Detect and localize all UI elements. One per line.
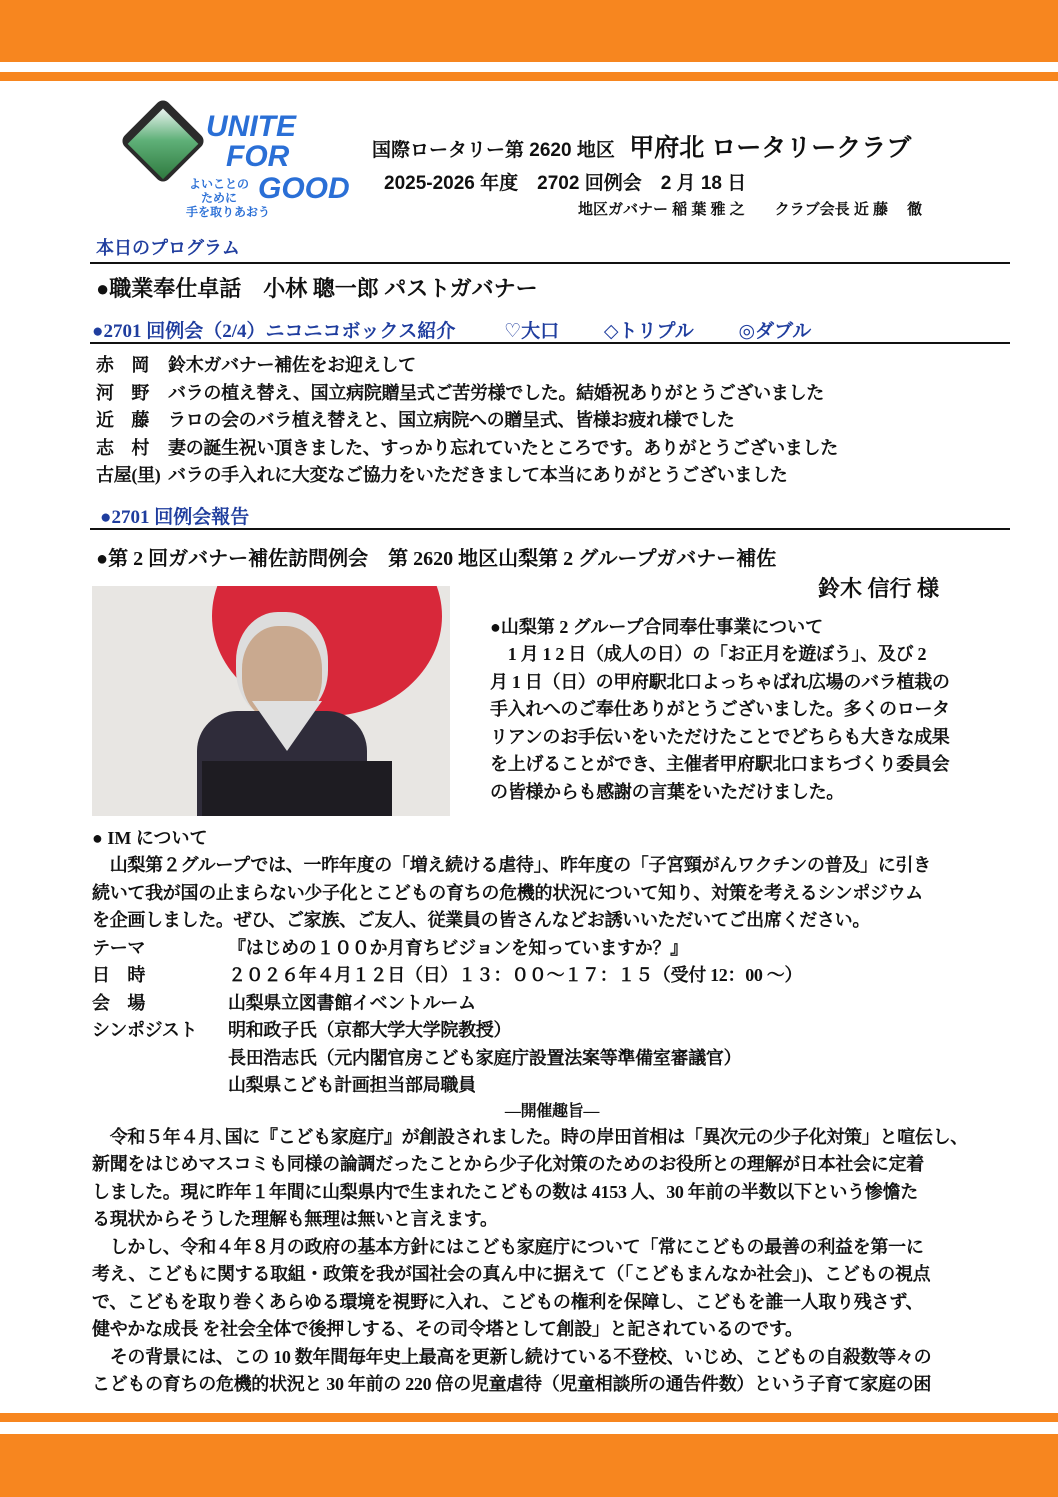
detail-row: 会 場 山梨県立図書館イベントルーム xyxy=(92,992,476,1013)
speaker-name: 鈴木 信行 様 xyxy=(818,576,940,601)
detail-row: 日 時 ２０２６年４月１２日（日）１３：００～１７：１５（受付 12：00 ～） xyxy=(92,965,803,985)
detail-row: 山梨県こども計画担当部局職員 xyxy=(228,1075,476,1095)
im-body: 山梨第２グループでは、一昨年度の「増え続ける虐待」、昨年度の「子宮頸がんワクチンの普及」に引き 続いて我が国の止まらない少子化とこどもの育ちの危機的状況について知り、対策を考えるシンポジウム を企画しました。ぜひ、ご家族、ご友人、従業員の皆さんなどお誘いいただいてご出席ください。 テーマ 『はじめの１００か月育ちビジョンを知っていますか？』 日 時 ２０２６年４月１２日（日）１３：００～１７：１５（受付 12：00 ～） 会 場 山梨県立図書館イベントルーム シンポジスト 明和政子氏（京都大学大学院教授） 長田浩志氏（元内閣官房こども家庭庁設置法案等準備室審議官） 山梨県こども計画担当部局職員 ―開催趣旨― 令和５年４月､国に『こども家庭庁』が創設されました。時の岸田首相は「異次元の少子化対策」と喧伝し、 新聞をはじめマスコミも同様の論調だったことから少子化対策のためのお役所との理解が日本社会に定着 しました。現に昨年１年間に山梨県内で生まれたこどもの数は 4153 人、30 年前の半数以下という惨憺た る現状からそうした理解も無理は無いと言えます。 しかし、令和４年８月の政府の基本方針にはこども家庭庁について「常にこどもの最善の利益を第一に 考え、こどもに関する取組・政策を我が国社会の真ん中に据えて（「こどもまんなか社会」)、こどもの視点 で、こどもを取り巻くあらゆる環境を視野に入れ、こどもの権利を保障し、こどもを誰一人取り残さず、 健やかな成長 を社会全体で後押しする、その司令塔として創設」と記されているのです。 その背景には、この 10 数年間毎年史上最高を更新し続けている不登校、いじめ、こどもの自殺数等々の こどもの育ちの危機的状況と 30 年前の 220 倍の児童虐待（児童相談所の通告件数）という子育て家庭の困 xyxy=(92,852,1012,1399)
legend-large: ♡大口 xyxy=(504,321,560,342)
header-title xyxy=(372,128,911,164)
logo-unite: UNITE xyxy=(206,110,296,143)
im-heading: ● IM について xyxy=(92,828,208,848)
speaker-photo xyxy=(92,586,450,816)
purpose-heading: ―開催趣旨― xyxy=(504,1102,600,1120)
bottom-orange-line xyxy=(0,1413,1058,1422)
logo-for: FOR xyxy=(226,140,290,173)
sub-body: 1 月 1 2 日（成人の日）の「お正月を遊ぼう」、及び 2 月 1 日（日）の甲府駅北口よっちゃばれ広場のバラ植栽の 手入れへのご奉仕ありがとうございました。多くのロータ リアンのお手伝いをいただけたことでどちらも大きな成果 を上げることができ、主催者甲府駅北口まちづくり委員会 の皆様からも感謝の言葉をいただけました。 xyxy=(490,644,950,802)
list-item: 赤 岡 鈴木ガバナー補佐をお迎えして xyxy=(96,355,416,375)
list-item: 志 村 妻の誕生祝い頂きました、すっかり忘れていたところです。ありがとうございました xyxy=(96,437,838,458)
logo-tagline: よいことの ために 手を取りあおう xyxy=(186,177,271,219)
meeting-info: 2025-2026 年度 2702 回例会 2 月 18 日 xyxy=(384,173,747,194)
divider xyxy=(90,262,1010,264)
niko-heading-row xyxy=(92,316,811,343)
top-orange-band xyxy=(0,0,1058,62)
divider xyxy=(90,528,1010,530)
club-name: 甲府北 ロータリークラブ xyxy=(629,134,912,162)
district-name: 国際ロータリー第 2620 地区 xyxy=(372,140,615,161)
niko-heading: ●2701 回例会（2/4）ニコニコボックス紹介 xyxy=(92,321,456,342)
rotary-logo xyxy=(118,102,358,232)
legend-double: ◎ダブル xyxy=(738,321,812,342)
logo-good: GOOD xyxy=(258,172,350,205)
program-label: 本日のプログラム xyxy=(96,238,240,258)
report-heading: ●2701 回例会報告 xyxy=(100,507,250,528)
list-item: 河 野 バラの植え替え、国立病院贈呈式ご苦労様でした。結婚祝ありがとうございました xyxy=(96,382,824,403)
list-item: 古屋(里) バラの手入れに大変なご協力をいただきまして本当にありがとうございました xyxy=(96,465,788,485)
list-item: 近 藤 ラロの会のバラ植え替えと、国立病院への贈呈式、皆様お疲れ様でした xyxy=(96,410,735,430)
top-orange-line xyxy=(0,72,1058,81)
detail-row: シンポジスト 明和政子氏（京都大学大学院教授） xyxy=(92,1020,512,1040)
detail-row: テーマ 『はじめの１００か月育ちビジョンを知っていますか？』 xyxy=(92,937,688,958)
divider xyxy=(90,342,1010,344)
detail-row: 長田浩志氏（元内閣官房こども家庭庁設置法案等準備室審議官） xyxy=(228,1047,742,1068)
legend-triple: ◇トリプル xyxy=(603,321,694,342)
report-title: ●第 2 回ガバナー補佐訪問例会 第 2620 地区山梨第 2 グループガバナー補佐 xyxy=(96,548,777,570)
mountain-badge-icon xyxy=(119,97,207,185)
program-title: ●職業奉仕卓話 小林 聰一郎 パストガバナー xyxy=(96,276,538,301)
niko-list xyxy=(96,352,838,490)
sub-heading: ●山梨第 2 グループ合同奉仕事業について xyxy=(490,617,824,637)
officers: 地区ガバナー 稲 葉 雅 之 クラブ会長 近 藤 徹 xyxy=(578,201,923,218)
bottom-orange-band xyxy=(0,1434,1058,1497)
